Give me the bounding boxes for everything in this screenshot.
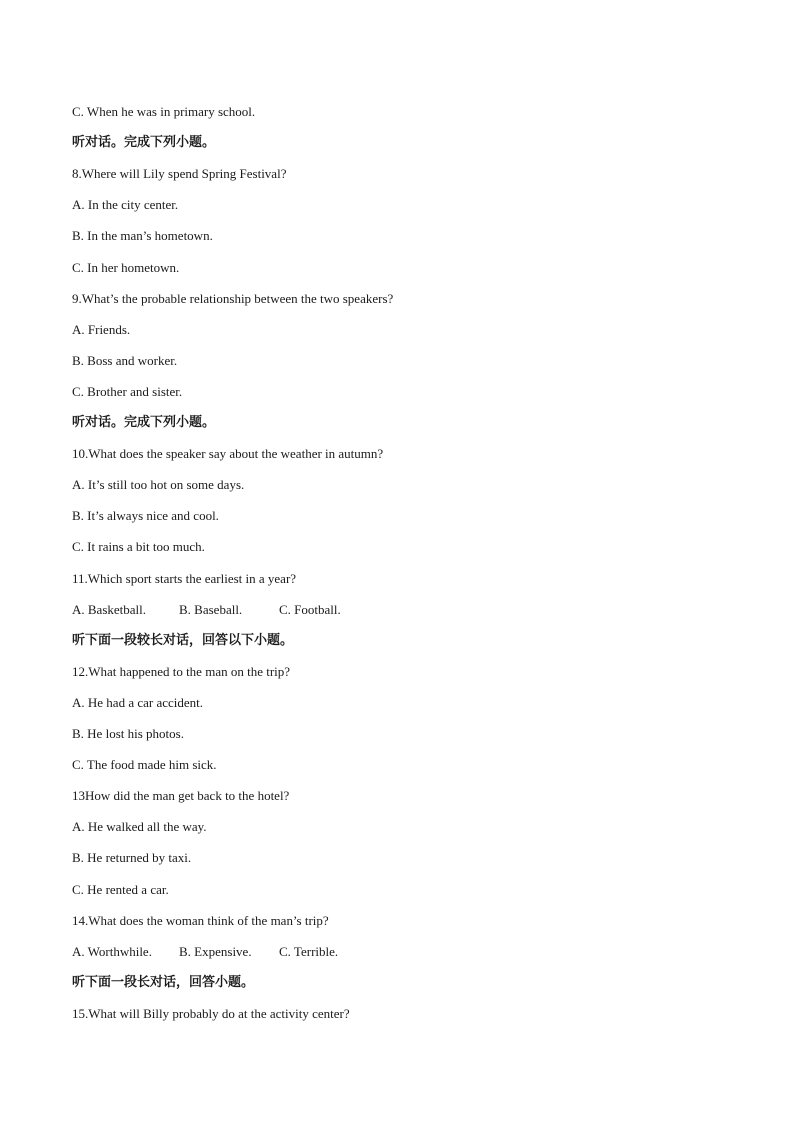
text-line: A. He had a car accident. (72, 694, 204, 710)
text-line: 10.What does the speaker say about the weather in autumn? (72, 446, 384, 462)
text-line: B. He lost his photos. (72, 726, 184, 741)
text-line: 12.What happened to the man on the trip? (72, 663, 291, 679)
text-line: C. In her hometown. (72, 259, 180, 275)
text-line: 9.What’s the probable relationship between the two speakers? (72, 290, 394, 306)
answer-option: A. Worthwhile. (72, 943, 152, 959)
text-line: 11.Which sport starts the earliest in a year? (72, 570, 297, 586)
answer-option: A. Basketball. (72, 601, 147, 617)
text-line: C. It rains a bit too much. (72, 539, 205, 555)
text-line: C. When he was in primary school. (72, 104, 256, 119)
section-heading: 听下面一段较长对话，回答以下小题。 (72, 632, 294, 648)
text-line: B. In the man’s hometown. (72, 228, 213, 244)
text-line: A. In the city center. (72, 197, 179, 213)
text-line: C. Brother and sister. (72, 383, 183, 399)
section-heading: 听对话。完成下列小题。 (72, 415, 216, 430)
section-heading: 听下面一段长对话，回答小题。 (72, 974, 255, 990)
section-heading: 听对话。完成下列小题。 (72, 135, 216, 151)
answer-option: B. Baseball. (179, 601, 243, 617)
text-line: A. He walked all the way. (72, 819, 207, 835)
text-line: A. It’s still too hot on some days. (72, 477, 245, 493)
answer-option: C. Football. (279, 601, 341, 617)
answer-option: B. Expensive. (179, 943, 252, 959)
text-line: 14.What does the woman think of the man’s trip? (72, 912, 329, 928)
text-line: B. Boss and worker. (72, 352, 178, 368)
answer-option: C. Terrible. (279, 943, 339, 959)
text-line: A. Friends. (72, 321, 131, 337)
text-line: B. It’s always nice and cool. (72, 508, 219, 524)
text-line: C. He rented a car. (72, 881, 169, 897)
text-line: 13How did the man get back to the hotel? (72, 788, 290, 804)
text-line: 15.What will Billy probably do at the activity center? (72, 1005, 350, 1021)
text-line: C. The food made him sick. (72, 757, 217, 773)
text-line: B. He returned by taxi. (72, 850, 192, 866)
text-line: 8.Where will Lily spend Spring Festival? (72, 166, 287, 182)
